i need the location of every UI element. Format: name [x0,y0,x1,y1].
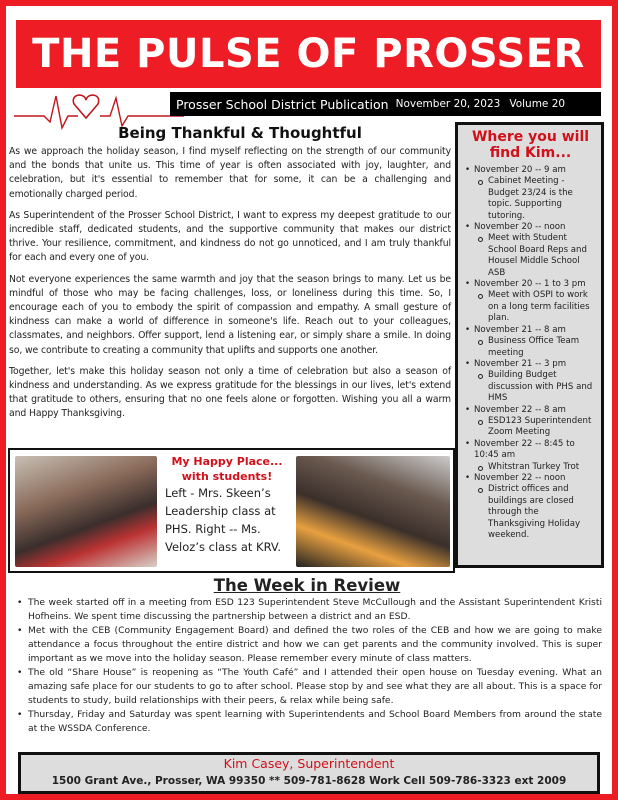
event-description: Building Budget discussion with PHS and HMS [464,370,597,404]
issue-volume: Volume 20 [509,98,566,110]
photo-caption-block [162,454,292,556]
photo-heading: My Happy Place... with students! [171,455,283,483]
event-description: Meet with OSPI to work on a long term facilities plan. [464,290,597,324]
article-title: Being Thankful & Thoughtful [118,124,362,142]
event-description: District offices and buildings are closed through the Thanksgiving Holiday weekend. [464,484,597,541]
event-description: Business Office Team meeting [464,336,597,359]
article-paragraph: Together, let's make this holiday season not only a time of celebration but also a season of kindness and understanding. As we express gratitude for the blessings in our lives, let's extend that gratitude to others, ensuring that no one feels alone or forgotten. Wishing you all a warm and Happy Thanksgiving. [9,365,451,420]
event-time: • November 22 -- noon [464,473,597,484]
review-item: • The week started off in a meeting from ESD 123 Superintendent Steve McCullough and the Assistant Superintendent Kristi Hofheins. We spent time discussing the partnership between a district and an ESD. [8,596,606,624]
event-time: • November 20 -- 9 am [464,165,597,176]
masthead-title: THE PULSE OF PROSSER [16,20,601,88]
event-description: Cabinet Meeting - Budget 23/24 is the topic. Supporting tutoring. [464,176,597,222]
event-list [464,165,597,541]
event-time: • November 20 -- noon [464,222,597,233]
publication-bar [170,92,601,116]
main-article [9,124,451,429]
review-item: • The old “Share House” is reopening as “The Youth Café” and I attended their open house on Tuesday evening. What an amazing safe place for our students to go to after school. Please stop by and see what they are all about. This is a space for students to study, build relationships with their peers, & relax while being safe. [8,666,606,708]
leadership-class-photo [15,456,157,567]
event-time: • November 20 -- 1 to 3 pm [464,279,597,290]
photo-caption: Left - Mrs. Skeen’s Leadership class at PHS. Right -- Ms. Veloz’s class at KRV. [165,486,281,554]
event-description: ESD123 Superintendent Zoom Meeting [464,416,597,439]
photo-panel [8,448,455,573]
article-paragraph: Not everyone experiences the same warmth and joy that the season brings to many. Let us be mindful of those who may be facing challenges, loss, or loneliness during this time. So, I encourage each of you to embody the spirit of compassion and empathy. A small gesture of kindness can make a world of difference in someone's life. Reach out to your colleagues, classmates, and neighbors. Offer support, lend a listening ear, or simply share a smile. In doing so, we contribute to creating a community that uplifts and supports one another. [9,273,451,356]
review-item: • Met with the CEB (Community Engagement Board) and defined the two roles of the CEB and how we are going to make attendance a focus throughout the entire district and how we can get parents and the community involved. This is super important as we move into the holiday season. Please remember every minute of class matters. [8,624,606,666]
article-paragraph: As Superintendent of the Prosser School District, I want to express my deepest gratitude to our incredible staff, dedicated students, and the supportive community that makes our district thrive. Your resilience, commitment, and kindness do not go unnoticed, and I am truly thankful for each and every one of you. [9,209,451,264]
event-time: • November 21 -- 3 pm [464,359,597,370]
review-title: The Week in Review [213,576,401,595]
contact-footer [18,752,600,794]
event-time: • November 21 -- 8 am [464,325,597,336]
event-time: • November 22 -- 8 am [464,405,597,416]
event-time: • November 22 -- 8:45 to 10:45 am [464,439,597,462]
contact-info: 1500 Grant Ave., Prosser, WA 99350 ** 509-781-8628 Work Cell 509-786-3323 ext 2009 [51,775,567,787]
review-item: • Thursday, Friday and Saturday was spent learning with Superintendents and School Board Members from around the state at the WSSDA Conference. [8,708,606,736]
sidebar-title: Where you will find Kim... [471,129,590,161]
issue-date: November 20, 2023 [395,98,501,110]
newsletter-page [6,6,612,794]
article-paragraph: As we approach the holiday season, I find myself reflecting on the strength of our community and the bonds that unite us. This time of year is often associated with joy, laughter, and celebration, but it's essential to remember that for some, it can be a challenging and emotionally charged period. [9,146,451,200]
event-description: Whitstran Turkey Trot [464,462,597,473]
superintendent-name: Kim Casey, Superintendent [223,756,395,771]
week-in-review [8,576,606,736]
event-description: Meet with Student School Board Reps and Housel Middle School ASB [464,233,597,279]
krv-class-photo [296,456,450,567]
publication-name: Prosser School District Publication [176,96,389,112]
schedule-sidebar [455,122,604,568]
